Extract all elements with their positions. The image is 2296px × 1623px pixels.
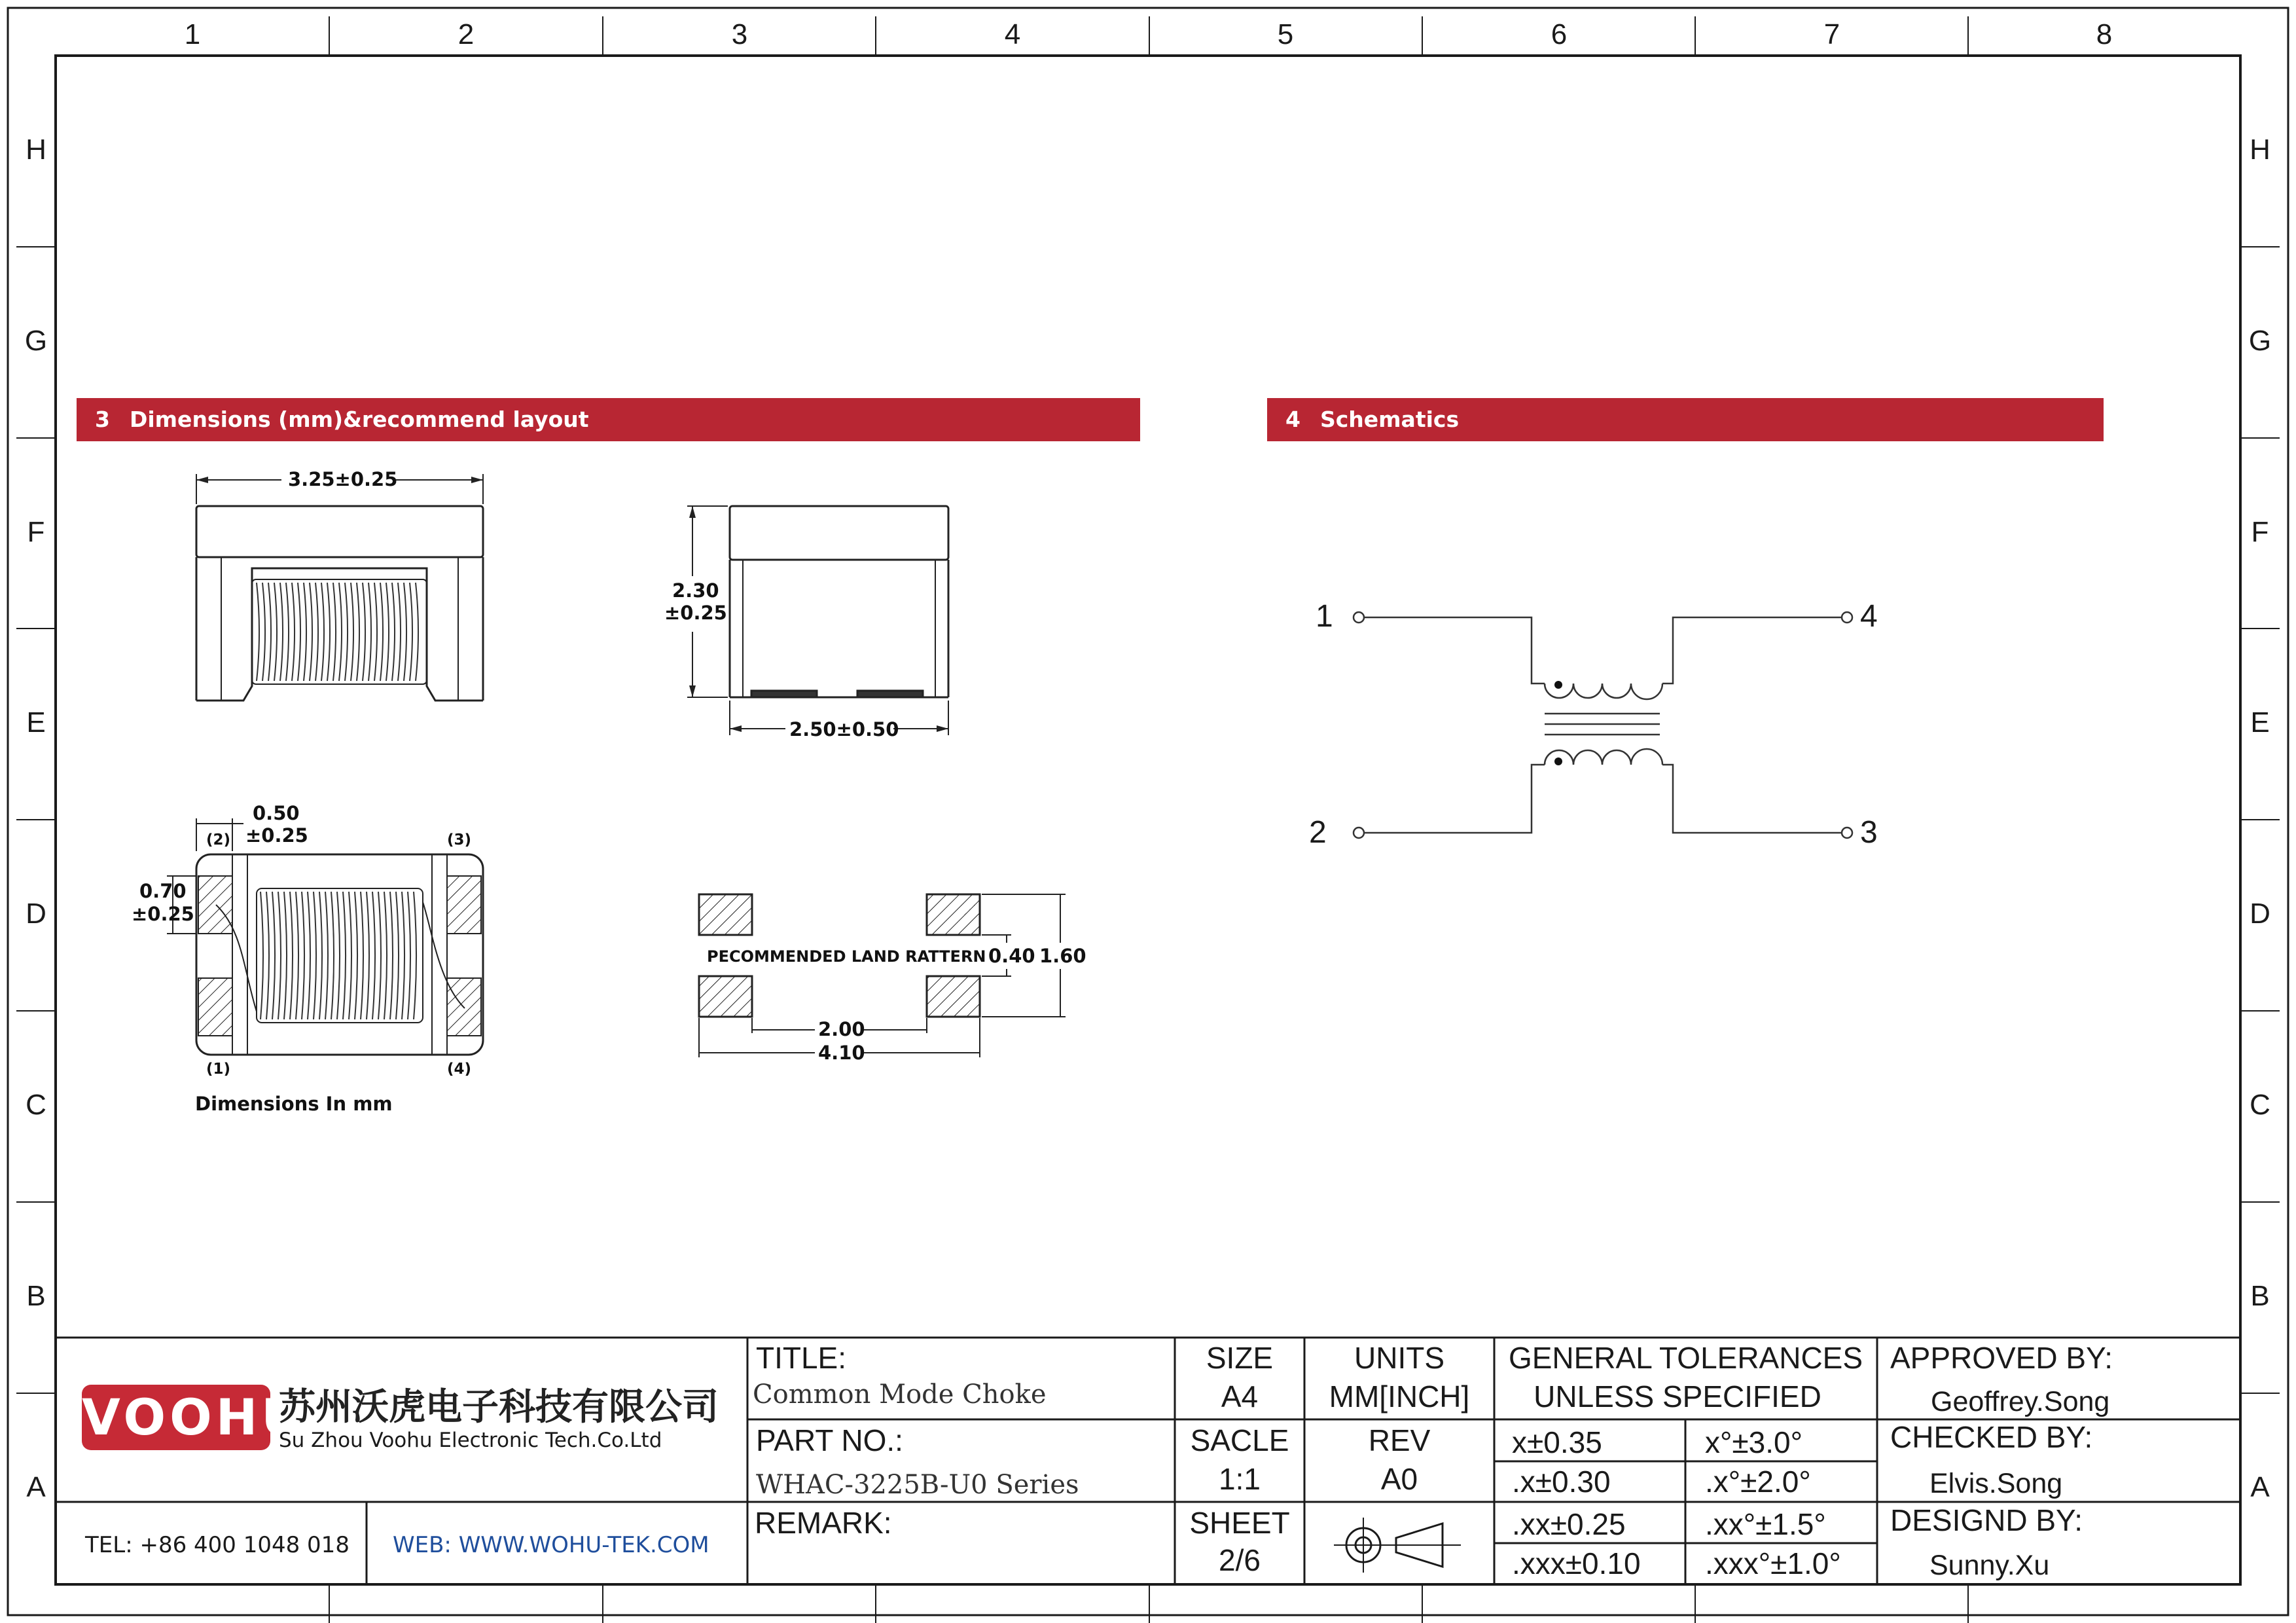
schematic-pin-3: 3: [1860, 815, 1878, 850]
coil-turn: [410, 583, 412, 681]
designed-by-label: DESIGND BY:: [1890, 1503, 2083, 1537]
coil-turn: [304, 583, 306, 681]
coil-turn: [345, 583, 348, 681]
tolerance-angular-2: .xx°±1.5°: [1705, 1507, 1826, 1541]
coil-turn: [272, 892, 275, 1019]
sheet-label: SHEET: [1189, 1506, 1290, 1540]
coil-turn: [361, 892, 363, 1019]
row-label-right: G: [2248, 325, 2272, 357]
pin-label-1: (1): [206, 1061, 231, 1078]
choke-schematic: [1354, 612, 1852, 838]
land-gap-height: 0.40: [988, 945, 1035, 967]
section-number: 3: [95, 407, 110, 432]
designed-by-value: Sunny.Xu: [1929, 1550, 2050, 1581]
coil-turn: [308, 892, 310, 1019]
row-label-left: F: [27, 516, 45, 548]
terminal-height-value: 0.70: [139, 880, 187, 902]
company-name-en: Su Zhou Voohu Electronic Tech.Co.Ltd: [279, 1429, 662, 1452]
polarity-dot-lower: [1554, 757, 1562, 765]
row-label-left: E: [26, 706, 46, 739]
pin-3-terminal: [1842, 828, 1852, 838]
tolerances-heading: GENERAL TOLERANCES: [1508, 1341, 1863, 1375]
side-height-tolerance: ±0.25: [664, 602, 727, 624]
coil-turn: [262, 583, 265, 681]
coil-turn: [343, 892, 346, 1019]
land-pattern-label: PECOMMENDED LAND RATTERN: [707, 947, 986, 966]
title-value: Common Mode Choke: [753, 1379, 1047, 1410]
section-title: Schematics: [1319, 407, 1460, 432]
section-number: 4: [1285, 407, 1300, 432]
size-value: A4: [1221, 1379, 1259, 1413]
schematics-section-banner: [1267, 398, 2104, 441]
column-label-top: 4: [1004, 18, 1021, 50]
column-label-top: 1: [184, 18, 201, 50]
tolerance-linear-0: x±0.35: [1512, 1425, 1602, 1459]
column-label-top: 8: [2096, 18, 2113, 50]
remark-label: REMARK:: [755, 1506, 892, 1540]
company-tel: TEL: +86 400 1048 018: [85, 1532, 350, 1558]
coil-turn: [266, 892, 269, 1019]
schematic-pin-4: 4: [1860, 599, 1878, 634]
size-label: SIZE: [1206, 1341, 1274, 1375]
row-label-left: H: [26, 134, 46, 166]
company-name-cn: 苏州沃虎电子科技有限公司: [279, 1386, 719, 1429]
coil-turn: [278, 892, 281, 1019]
pin-label-4: (4): [447, 1061, 472, 1078]
bottom-view-drawing: [167, 818, 483, 1055]
coil-turn: [349, 892, 351, 1019]
approved-by-label: APPROVED BY:: [1890, 1341, 2113, 1375]
coil-turn: [302, 892, 304, 1019]
coil-turn: [298, 583, 300, 681]
coil-turn: [280, 583, 283, 681]
coil-turn: [290, 892, 293, 1019]
part-no-value: WHAC-3225B-U0 Series: [756, 1470, 1079, 1500]
coil-turn: [380, 583, 383, 681]
rev-label: REV: [1368, 1423, 1431, 1457]
row-label-right: D: [2250, 898, 2270, 930]
coil-turn: [296, 892, 298, 1019]
row-label-right: A: [2250, 1471, 2270, 1503]
coil-turn: [327, 583, 330, 681]
coil-turn: [337, 892, 340, 1019]
units-label: UNITS: [1354, 1341, 1444, 1375]
coil-turn: [363, 583, 365, 681]
top-view-drawing: [196, 474, 483, 701]
schematic-pin-1: 1: [1316, 599, 1333, 634]
coil-turn: [274, 583, 277, 681]
voohu-logo: VOOHU: [82, 1385, 270, 1450]
column-label-top: 2: [457, 18, 475, 50]
terminal-width-tolerance: ±0.25: [245, 824, 308, 847]
pin-label-2: (2): [206, 831, 231, 848]
row-label-right: E: [2250, 706, 2270, 739]
side-height-value: 2.30: [672, 579, 719, 602]
coil-turn: [331, 892, 334, 1019]
row-label-left: B: [26, 1280, 46, 1312]
column-label-top: 6: [1551, 18, 1568, 50]
coil-turn: [392, 583, 395, 681]
land-total-height: 1.60: [1039, 945, 1086, 967]
land-total-width: 4.10: [818, 1042, 865, 1064]
pin-2-terminal: [1354, 828, 1364, 838]
polarity-dot-upper: [1554, 681, 1562, 689]
land-pattern-drawing: [699, 894, 1066, 1057]
tolerance-angular-0: x°±3.0°: [1705, 1425, 1803, 1459]
sheet-value: 2/6: [1219, 1543, 1261, 1577]
units-value: MM[INCH]: [1329, 1379, 1470, 1413]
schematic-pin-2: 2: [1309, 815, 1327, 850]
pin-1-terminal: [1354, 612, 1364, 623]
coil-turn: [368, 583, 371, 681]
pin-label-3: (3): [447, 831, 472, 848]
company-web-link[interactable]: WEB: WWW.WOHU-TEK.COM: [393, 1532, 709, 1558]
coil-turn: [314, 892, 316, 1019]
coil-turn: [404, 583, 406, 681]
coil-turn: [378, 892, 381, 1019]
row-label-right: F: [2251, 516, 2269, 548]
checked-by-label: CHECKED BY:: [1890, 1420, 2093, 1454]
coil-turn: [355, 892, 357, 1019]
approved-by-value: Geoffrey.Song: [1931, 1386, 2110, 1417]
column-label-top: 7: [1823, 18, 1840, 50]
row-label-right: B: [2250, 1280, 2270, 1312]
column-label-top: 5: [1277, 18, 1294, 50]
scale-value: 1:1: [1219, 1462, 1261, 1496]
scale-label: SACLE: [1190, 1423, 1289, 1457]
coil-turn: [286, 583, 289, 681]
coil-turn: [315, 583, 318, 681]
terminal-height-tolerance: ±0.25: [132, 903, 194, 925]
coil-turn: [384, 892, 387, 1019]
coil-turn: [284, 892, 287, 1019]
side-width-dimension: 2.50±0.50: [789, 718, 899, 740]
coil-turn: [333, 583, 336, 681]
section-title: Dimensions (mm)&recommend layout: [129, 407, 589, 432]
row-label-right: H: [2250, 134, 2270, 166]
coil-turn: [374, 583, 377, 681]
upper-winding: [1545, 684, 1662, 699]
coil-turn: [292, 583, 295, 681]
tolerances-subheading: UNLESS SPECIFIED: [1534, 1379, 1821, 1413]
coil-turn: [260, 892, 263, 1019]
coil-turn: [402, 892, 404, 1019]
coil-turn: [396, 892, 399, 1019]
tolerance-angular-1: .x°±2.0°: [1705, 1465, 1811, 1499]
tolerance-linear-2: .xx±0.25: [1512, 1507, 1626, 1541]
coil-turn: [367, 892, 369, 1019]
coil-turn: [390, 892, 393, 1019]
checked-by-value: Elvis.Song: [1929, 1468, 2063, 1499]
dimensions-caption: Dimensions In mm: [195, 1093, 393, 1115]
coil-turn: [416, 583, 418, 681]
part-no-label: PART NO.:: [756, 1423, 903, 1457]
title-label: TITLE:: [756, 1341, 847, 1375]
terminal-width-value: 0.50: [253, 802, 300, 824]
coil-turn: [339, 583, 342, 681]
row-label-left: D: [26, 898, 46, 930]
coil-turn: [408, 892, 410, 1019]
coil-turn: [268, 583, 271, 681]
column-label-top: 3: [731, 18, 748, 50]
row-label-left: C: [26, 1089, 46, 1121]
row-label-left: G: [24, 325, 48, 357]
tolerance-linear-1: .x±0.30: [1512, 1465, 1611, 1499]
coil-turn: [414, 892, 416, 1019]
coil-turn: [319, 892, 322, 1019]
lower-winding: [1545, 749, 1662, 765]
tolerance-linear-3: .xxx±0.10: [1512, 1546, 1641, 1580]
coil-turn: [325, 892, 328, 1019]
coil-turn: [351, 583, 353, 681]
third-angle-projection-icon: [1334, 1518, 1461, 1573]
dimensions-section-banner: [77, 398, 1140, 441]
pin-4-terminal: [1842, 612, 1852, 623]
coil-turn: [310, 583, 312, 681]
zone-ticks: [16, 16, 2280, 1623]
coil-turn: [257, 583, 259, 681]
row-label-right: C: [2250, 1089, 2270, 1121]
land-inner-width: 2.00: [818, 1018, 865, 1040]
coil-turn: [398, 583, 401, 681]
coil-turn: [372, 892, 375, 1019]
top-width-dimension: 3.25±0.25: [288, 468, 398, 490]
coil-turn: [321, 583, 324, 681]
coil-turn: [357, 583, 359, 681]
tolerance-angular-3: .xxx°±1.0°: [1705, 1546, 1841, 1580]
rev-value: A0: [1380, 1462, 1418, 1496]
row-label-left: A: [26, 1471, 46, 1503]
coil-turn: [386, 583, 389, 681]
